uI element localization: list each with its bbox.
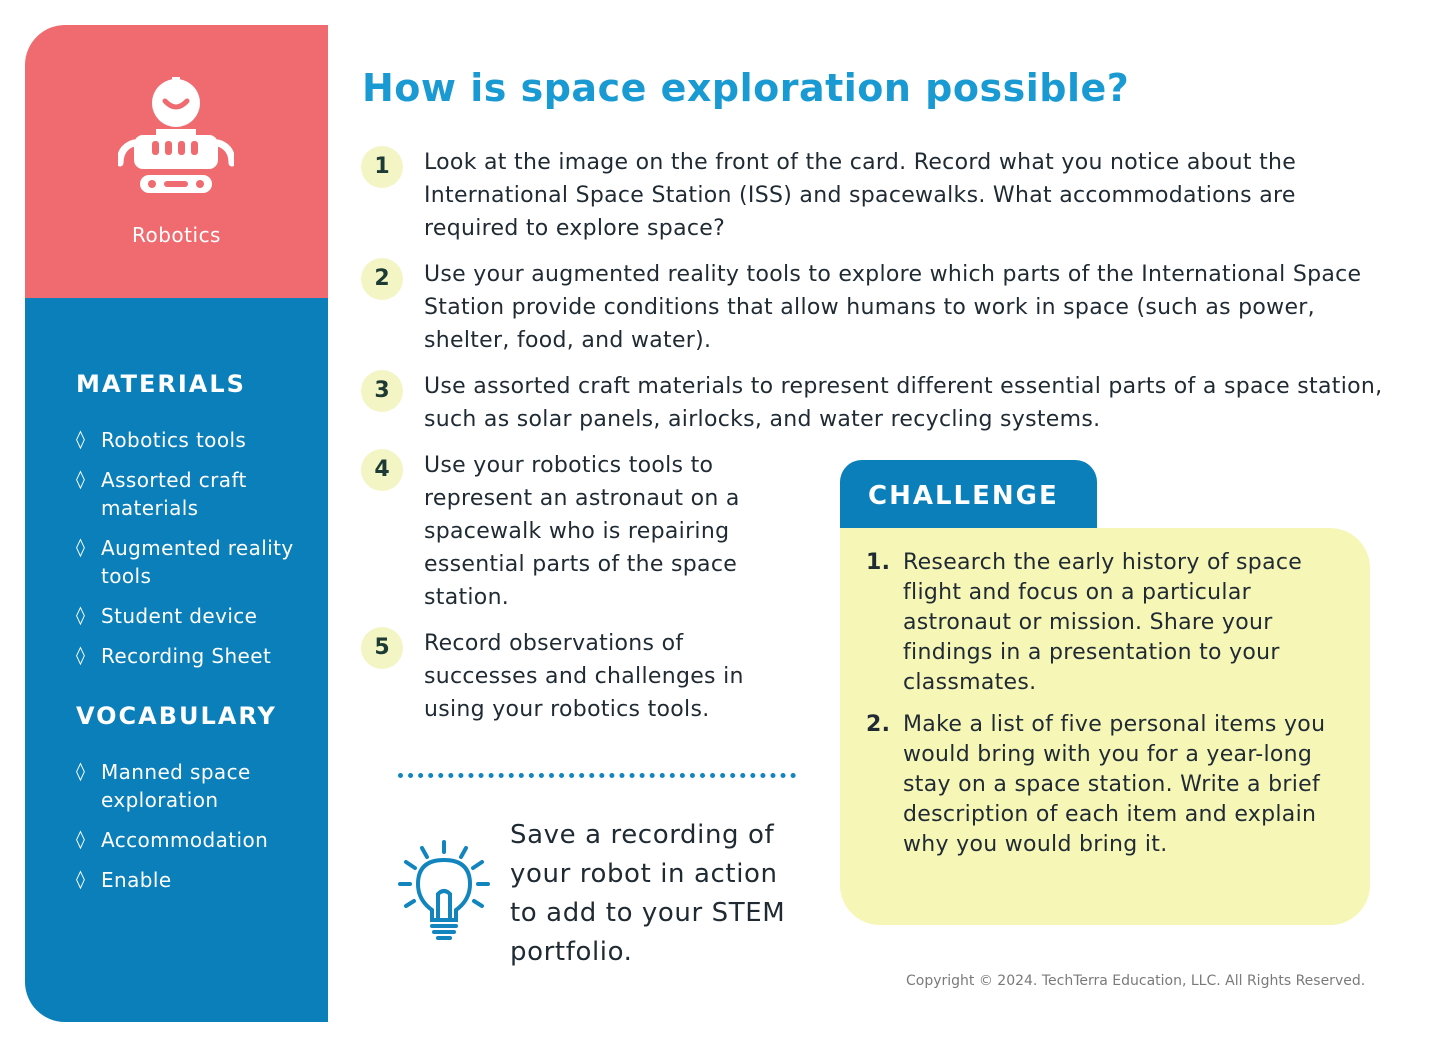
dotted-divider xyxy=(398,773,796,778)
list-item: ◊ Accommodation xyxy=(76,828,269,852)
step-text: Use your augmented reality tools to explore which parts of the International Space Station provide conditions that allow humans to work in space (such as power, shelter, food, and water). xyxy=(424,262,1362,353)
materials-heading: MATERIALS xyxy=(76,370,246,398)
list-item: ◊ Assorted craft materials xyxy=(76,468,247,520)
vocabulary-heading: VOCABULARY xyxy=(76,702,277,730)
portfolio-tip: Save a recording of your robot in action to add to your STEM portfolio. xyxy=(510,820,786,967)
diamond-bullet-icon: ◊ xyxy=(76,645,86,666)
step-text: Use your robotics tools to represent an astronaut on a spacewalk who is repairing essential parts of the space station. xyxy=(424,453,740,610)
challenge-item: 2. Make a list of five personal items you would bring with you for a year-long stay on a space station. Write a brief description of each item and explain why you would bring it. xyxy=(866,712,1326,857)
robot-icon xyxy=(118,77,234,195)
step-text: Look at the image on the front of the card. Record what you notice about the International Space Station (ISS) and spacewalks. What accommodations are required to explore space? xyxy=(424,150,1297,241)
list-item: ◊ Recording Sheet xyxy=(76,644,272,668)
challenge-item: 1. Research the early history of space flight and focus on a particular astronaut or mission. Share your findings in a presentation to your classmates. xyxy=(866,550,1303,695)
topic-panel xyxy=(25,25,328,298)
step-number-badge: 1 xyxy=(361,146,403,188)
challenge-heading: CHALLENGE xyxy=(868,481,1059,511)
diamond-bullet-icon: ◊ xyxy=(76,869,86,890)
sidebar xyxy=(25,25,328,1022)
diamond-bullet-icon: ◊ xyxy=(76,537,86,558)
diamond-bullet-icon: ◊ xyxy=(76,761,86,782)
page-title: How is space exploration possible? xyxy=(362,66,1130,110)
list-item: ◊ Student device xyxy=(76,604,258,628)
challenge-list xyxy=(866,548,1366,872)
list-item: ◊ Enable xyxy=(76,868,172,892)
copyright-notice: Copyright © 2024. TechTerra Education, LLC. All Rights Reserved. xyxy=(906,973,1366,989)
diamond-bullet-icon: ◊ xyxy=(76,469,86,490)
step-number-badge: 5 xyxy=(361,627,403,669)
challenge-box xyxy=(840,528,1370,925)
diamond-bullet-icon: ◊ xyxy=(76,605,86,626)
vocabulary-list xyxy=(76,758,316,906)
step-number-badge: 4 xyxy=(361,449,403,491)
step-number-badge: 2 xyxy=(361,258,403,300)
step-text: Record observations of successes and challenges in using your robotics tools. xyxy=(424,631,744,722)
step-number-badge: 3 xyxy=(361,370,403,412)
materials-list xyxy=(76,426,316,682)
diamond-bullet-icon: ◊ xyxy=(76,829,86,850)
topic-label: Robotics xyxy=(132,223,221,247)
challenge-tab xyxy=(840,460,1097,530)
list-item: ◊ Augmented reality tools xyxy=(76,536,294,588)
diamond-bullet-icon: ◊ xyxy=(76,429,86,450)
step-text: Use assorted craft materials to represent different essential parts of a space station, such as solar panels, airlocks, and water recycling systems. xyxy=(424,374,1383,432)
list-item: ◊ Robotics tools xyxy=(76,428,247,452)
materials-panel xyxy=(25,298,328,1022)
list-item: ◊ Manned space exploration xyxy=(76,760,251,812)
lightbulb-icon xyxy=(398,840,490,944)
